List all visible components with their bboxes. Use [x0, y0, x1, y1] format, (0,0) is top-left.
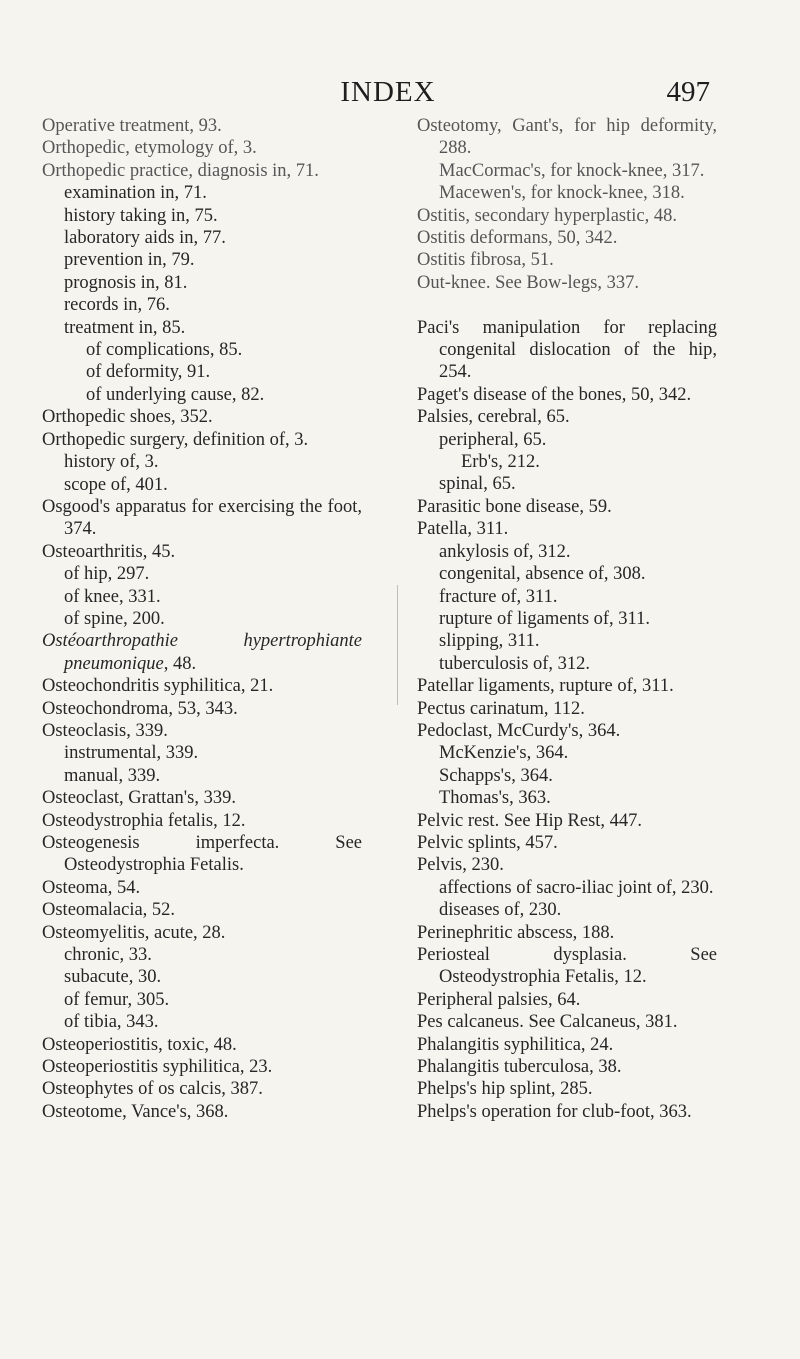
index-entry: Orthopedic surgery, definition of, 3. [42, 429, 309, 450]
index-entry: of hip, 297. [64, 564, 150, 585]
index-entry: of spine, 200. [64, 608, 165, 629]
index-entry: ankylosis of, 312. [439, 541, 571, 562]
index-entry: prevention in, 79. [64, 250, 195, 271]
index-entry: treatment in, 85. [64, 317, 186, 338]
index-entry: rupture of ligaments of, 311. [439, 608, 650, 629]
index-entry: records in, 76. [64, 295, 170, 316]
index-entry: Orthopedic shoes, 352. [42, 407, 213, 428]
index-entry: Out-knee. See Bow-legs, 337. [417, 272, 639, 293]
index-entry: Ostitis fibrosa, 51. [417, 250, 554, 271]
index-entry: subacute, 30. [64, 967, 162, 988]
index-entry: Thomas's, 363. [439, 788, 551, 809]
index-entry: Osteoclast, Grattan's, 339. [42, 788, 236, 809]
index-entry: Peripheral palsies, 64. [417, 989, 581, 1010]
index-entry: Phalangitis syphilitica, 24. [417, 1034, 614, 1055]
index-entry: Osteoclasis, 339. [42, 720, 168, 741]
index-entry: instrumental, 339. [64, 743, 199, 764]
index-entry: Orthopedic, etymology of, 3. [42, 138, 257, 159]
index-entry: laboratory aids in, 77. [64, 228, 226, 249]
index-entry: Phalangitis tuberculosa, 38. [417, 1057, 622, 1078]
index-entry: peripheral, 65. [439, 429, 547, 450]
index-entry: affections of sacro-iliac joint of, 230. [439, 877, 714, 898]
index-entry: Osteomalacia, 52. [42, 900, 176, 921]
index-entry: spinal, 65. [439, 474, 516, 495]
index-column-left [42, 115, 362, 1123]
index-entry: Osteochondritis syphilitica, 21. [42, 676, 274, 697]
index-entry: of femur, 305. [64, 989, 170, 1010]
index-entry: Operative treatment, 93. [42, 116, 222, 136]
index-entry: Pelvic rest. See Hip Rest, 447. [417, 810, 643, 831]
index-entry: tuberculosis of, 312. [439, 653, 591, 674]
index-entry: Pes calcaneus. See Calcaneus, 381. [417, 1012, 678, 1033]
index-entry: Osteotomy, Gant's, for hip deformity, 288. [417, 116, 717, 159]
index-entry: of underlying cause, 82. [86, 384, 265, 405]
index-entry: history taking in, 75. [64, 205, 218, 226]
index-entry: Periosteal dysplasia. See Osteodystrophia Fetalis, 12. [417, 945, 717, 988]
index-entry: Ostitis deformans, 50, 342. [417, 228, 618, 249]
index-entry: congenital, absence of, 308. [439, 564, 646, 585]
index-entry: Osteoperiostitis, toxic, 48. [42, 1034, 237, 1055]
index-entry: scope of, 401. [64, 474, 168, 495]
index-entry: Orthopedic practice, diagnosis in, 71. [42, 160, 319, 181]
index-entry: manual, 339. [64, 765, 161, 786]
index-entry: Schapps's, 364. [439, 765, 553, 786]
index-entry: Pelvis, 230. [417, 855, 504, 876]
index-entry: McKenzie's, 364. [439, 743, 569, 764]
index-entry: Osgood's apparatus for exercising the foot, 374. [42, 496, 362, 540]
index-entry: history of, 3. [64, 452, 159, 473]
index-entry: diseases of, 230. [439, 900, 562, 921]
index-entry: Phelps's hip splint, 285. [417, 1079, 593, 1100]
index-entry: Ostitis, secondary hyperplastic, 48. [417, 205, 677, 226]
index-entry: Osteochondroma, 53, 343. [42, 698, 238, 719]
index-entry: Osteophytes of os calcis, 387. [42, 1079, 263, 1100]
index-entry: Paget's disease of the bones, 50, 342. [417, 384, 692, 405]
page-number: 497 [666, 76, 710, 108]
index-column-right [417, 115, 717, 1123]
index-entry: of knee, 331. [64, 586, 161, 607]
index-entry: fracture of, 311. [439, 586, 558, 607]
index-entry: Pedoclast, McCurdy's, 364. [417, 720, 621, 741]
index-entry: of tibia, 343. [64, 1012, 159, 1033]
index-entry: Erb's, 212. [461, 452, 540, 473]
page-title: INDEX [340, 76, 436, 108]
page-header [66, 76, 710, 110]
index-entry: Parasitic bone disease, 59. [417, 496, 612, 517]
index-entry: Osteoma, 54. [42, 877, 141, 898]
index-entry: Phelps's operation for club-foot, 363. [417, 1101, 692, 1122]
index-entry: Osteotome, Vance's, 368. [42, 1101, 229, 1122]
index-entry: Osteoperiostitis syphilitica, 23. [42, 1057, 273, 1078]
column-divider [397, 585, 398, 705]
index-entry: of complications, 85. [86, 340, 243, 361]
index-entry: Pectus carinatum, 112. [417, 698, 585, 719]
index-entry: Perinephritic abscess, 188. [417, 922, 615, 943]
index-entry: examination in, 71. [64, 183, 207, 204]
index-entry: Palsies, cerebral, 65. [417, 407, 570, 428]
index-entry: Patella, 311. [417, 519, 509, 540]
index-entry: Osteogenesis imperfecta. See Osteodystrophia Fetalis. [42, 833, 362, 876]
index-entry: Paci's manipulation for replacing congenital dislocation of the hip, 254. [417, 317, 717, 383]
index-entry: Pelvic splints, 457. [417, 832, 558, 853]
index-entry: Osteoarthritis, 45. [42, 541, 176, 562]
index-entry: Osteomyelitis, acute, 28. [42, 922, 226, 943]
index-entry: slipping, 311. [439, 631, 540, 652]
index-entry: of deformity, 91. [86, 362, 211, 383]
index-entry: MacCormac's, for knock-knee, 317. [439, 160, 705, 181]
index-entry: Ostéoarthropathie hypertrophiante pneumonique, 48. [42, 631, 362, 674]
index-entry: prognosis in, 81. [64, 272, 188, 293]
index-entry: Osteodystrophia fetalis, 12. [42, 810, 246, 831]
index-entry: chronic, 33. [64, 945, 152, 966]
index-entry: Patellar ligaments, rupture of, 311. [417, 676, 674, 697]
index-entry: Macewen's, for knock-knee, 318. [439, 183, 685, 204]
